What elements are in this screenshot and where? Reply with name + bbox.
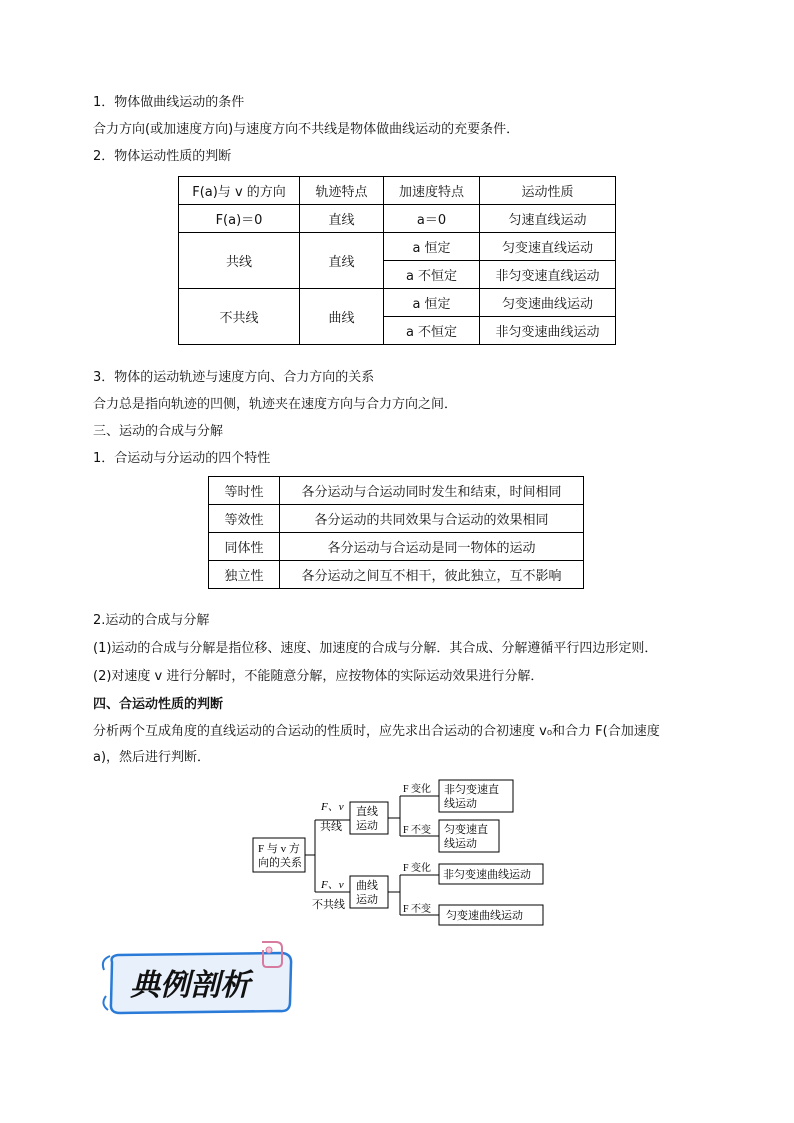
- root-label-1: F 与 v 方: [258, 843, 300, 855]
- table-cell: 非匀变速曲线运动: [480, 317, 616, 345]
- table-cell: a 恒定: [384, 233, 480, 261]
- table-cell: 同体性: [209, 533, 280, 561]
- heading-four-properties: 1．合运动与分运动的四个特性: [93, 451, 271, 466]
- table-row: [209, 561, 584, 589]
- result-4: 匀变速曲线运动: [446, 910, 523, 922]
- table-row: [209, 533, 584, 561]
- table-cell: 匀变速曲线运动: [480, 289, 616, 317]
- table-row: [209, 505, 584, 533]
- table-cell: 各分运动之间互不相干，彼此独立，互不影响: [280, 561, 584, 589]
- curve-label-2: 运动: [356, 894, 378, 906]
- table-row: [179, 205, 616, 233]
- table-cell: a 恒定: [384, 289, 480, 317]
- result-2-line-1: 匀变速直: [444, 824, 488, 836]
- table-cell: 各分运动与合运动是同一物体的运动: [280, 533, 584, 561]
- example-analysis-banner: [100, 940, 300, 1020]
- table-header: F(a)与 v 的方向: [179, 177, 300, 205]
- table-cell: 不共线: [179, 289, 300, 345]
- table-cell: 匀变速直线运动: [480, 233, 616, 261]
- table-cell: 各分运动与合运动同时发生和结束，时间相同: [280, 477, 584, 505]
- banner-text: 典例剖析: [130, 968, 250, 1003]
- paragraph-judgement-2: a)，然后进行判断．: [93, 750, 211, 765]
- table-cell: 非匀变速直线运动: [480, 261, 616, 289]
- f-const-label-bottom: F 不变: [403, 904, 432, 915]
- heading-nature: 2．物体运动性质的判断: [93, 149, 232, 164]
- table-header: 加速度特点: [384, 177, 480, 205]
- table-cell: 等时性: [209, 477, 280, 505]
- heading-trajectory: 3．物体的运动轨迹与速度方向、合力方向的关系: [93, 370, 375, 385]
- straight-label-2: 运动: [356, 820, 378, 832]
- collinear-label: 共线: [320, 821, 342, 833]
- table-header-row: [179, 177, 616, 205]
- paragraph-condition: 合力方向(或加速度方向)与速度方向不共线是物体做曲线运动的充要条件．: [93, 122, 520, 137]
- table-cell: 匀速直线运动: [480, 205, 616, 233]
- motion-nature-table: [178, 176, 616, 345]
- f-const-label-top: F 不变: [403, 825, 432, 836]
- root-label-2: 向的关系: [258, 857, 302, 869]
- heading-synthesis: 2.运动的合成与分解: [93, 613, 210, 628]
- table-cell: 直线: [300, 205, 384, 233]
- result-3: 非匀变速曲线运动: [443, 869, 531, 881]
- table-cell: F(a)＝0: [179, 205, 300, 233]
- properties-table: [208, 476, 584, 589]
- paragraph-trajectory: 合力总是指向轨迹的凹侧，轨迹夹在速度方向与合力方向之间．: [93, 397, 458, 412]
- straight-label-1: 直线: [356, 806, 378, 818]
- table-cell: 直线: [300, 233, 384, 289]
- table-row: [209, 477, 584, 505]
- table-cell: a 不恒定: [384, 261, 480, 289]
- table-cell: 共线: [179, 233, 300, 289]
- table-cell: 等效性: [209, 505, 280, 533]
- result-2-line-2: 线运动: [444, 838, 477, 850]
- table-cell: a 不恒定: [384, 317, 480, 345]
- paragraph-synthesis-1: (1)运动的合成与分解是指位移、速度、加速度的合成与分解．其合成、分解遵循平行四边形定则．: [93, 641, 658, 656]
- fv-label-bottom: F、v: [321, 879, 344, 891]
- table-cell: 曲线: [300, 289, 384, 345]
- result-1-line-1: 非匀变速直: [444, 784, 499, 796]
- table-header: 轨迹特点: [300, 177, 384, 205]
- table-row: [179, 233, 616, 261]
- curve-label-1: 曲线: [356, 880, 378, 892]
- table-cell: 独立性: [209, 561, 280, 589]
- heading-judgement: 四、合运动性质的判断: [93, 697, 224, 712]
- table-row: [179, 289, 616, 317]
- f-change-label-bottom: F 变化: [403, 863, 432, 874]
- motion-judgement-diagram: [252, 772, 552, 932]
- table-cell: 各分运动的共同效果与合运动的效果相同: [280, 505, 584, 533]
- table-cell: a＝0: [384, 205, 480, 233]
- paragraph-judgement-1: 分析两个互成角度的直线运动的合运动的性质时，应先求出合运动的合初速度 v₀和合力 F(合加速度: [93, 724, 660, 739]
- noncollinear-label: 不共线: [312, 899, 345, 911]
- table-header: 运动性质: [480, 177, 616, 205]
- heading-condition: 1．物体做曲线运动的条件: [93, 95, 245, 110]
- heading-composition: 三、运动的合成与分解: [93, 424, 224, 439]
- paragraph-synthesis-2: (2)对速度 v 进行分解时，不能随意分解，应按物体的实际运动效果进行分解．: [93, 669, 544, 684]
- fv-label-top: F、v: [321, 801, 344, 813]
- result-1-line-2: 线运动: [444, 798, 477, 810]
- f-change-label-top: F 变化: [403, 784, 432, 795]
